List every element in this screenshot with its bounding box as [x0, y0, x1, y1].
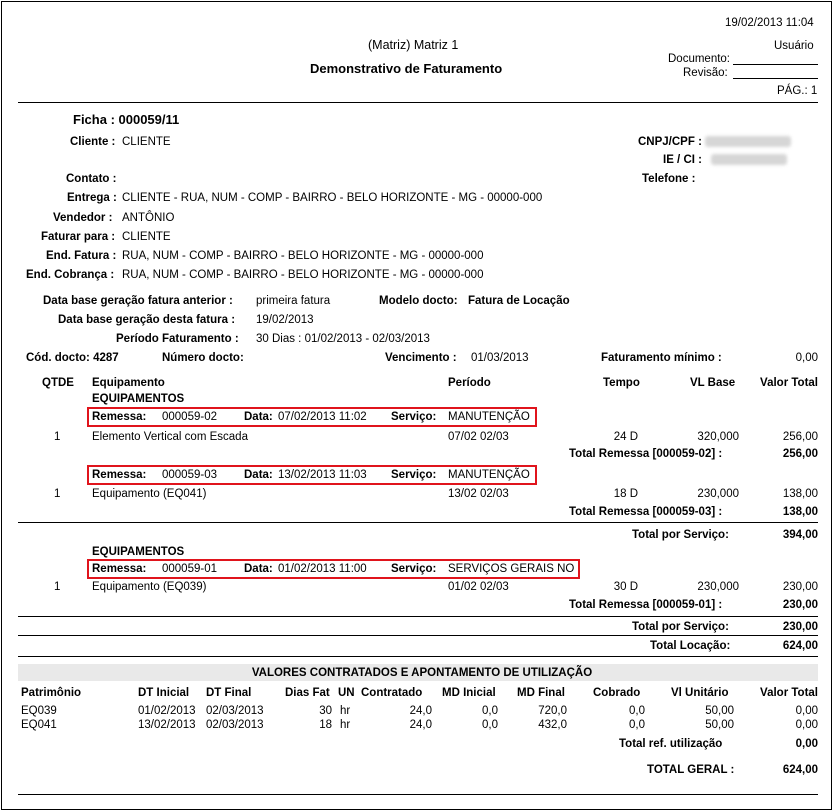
revisao-label: Revisão:: [683, 67, 728, 79]
remessa-data: 07/02/2013 11:02: [278, 411, 367, 423]
ut-dt-inicial: 13/02/2013: [138, 719, 196, 731]
item-valor-total: 230,00: [782, 581, 818, 593]
locacao-divider: [18, 635, 818, 636]
item-vl-base: 320,000: [697, 431, 739, 443]
end-cobranca-value: RUA, NUM - COMP - BAIRRO - BELO HORIZONTE - MG - 00000-000: [122, 269, 484, 281]
vendedor-label: Vendedor :: [53, 212, 113, 224]
item-vl-base: 230,000: [697, 581, 739, 593]
total-locacao-label: Total Locação:: [650, 640, 731, 652]
cnpj-label: CNPJ/CPF :: [638, 136, 702, 148]
periodo-fat-label: Período Faturamento :: [116, 333, 239, 345]
item-valor-total: 138,00: [782, 488, 818, 500]
total-utilizacao-label: Total ref. utilização: [619, 738, 723, 750]
servico-total-label: Total por Serviço:: [632, 529, 729, 541]
ut-dt-inicial: 01/02/2013: [138, 705, 196, 717]
telefone-label: Telefone :: [642, 173, 696, 185]
remessa-total: 138,00: [782, 506, 818, 518]
modelo-label: Modelo docto:: [379, 295, 458, 307]
item-valor-total: 256,00: [782, 431, 818, 443]
data-base-ant-label: Data base geração fatura anterior :: [43, 295, 233, 307]
remessa-number: 000059-03: [162, 469, 217, 481]
item-equipamento: Equipamento (EQ041): [92, 488, 207, 500]
vendedor-value: ANTÔNIO: [122, 212, 175, 224]
remessa-servico: SERVIÇOS GERAIS NO: [448, 563, 575, 575]
remessa-servico-label: Serviço:: [391, 563, 437, 575]
end-cobranca-label: End. Cobrança :: [26, 269, 115, 281]
header-divider: [18, 102, 818, 103]
vencimento-value: 01/03/2013: [471, 352, 529, 364]
report-datetime: 19/02/2013 11:04: [725, 17, 814, 29]
ut-col-dt-final: DT Final: [206, 687, 252, 699]
servico-total: 394,00: [782, 529, 818, 541]
cliente-label: Cliente :: [70, 136, 116, 148]
ut-dt-final: 02/03/2013: [206, 705, 264, 717]
revisao-line: [733, 78, 818, 79]
ie-label: IE / CI :: [663, 154, 702, 166]
remessa-total-label: Total Remessa [000059-02] :: [569, 448, 723, 460]
end-fatura-label: End. Fatura :: [46, 250, 117, 262]
contato-label: Contato :: [66, 173, 117, 185]
remessa-number: 000059-02: [162, 411, 217, 423]
remessa-data-label: Data:: [244, 469, 273, 481]
col-qtde: QTDE: [42, 377, 74, 389]
ut-contratado: 24,0: [409, 705, 432, 717]
remessa-servico: MANUTENÇÃO: [448, 411, 530, 423]
remessa-total: 230,00: [782, 599, 818, 611]
data-base-label: Data base geração desta fatura :: [58, 314, 236, 326]
item-qtde: 1: [54, 431, 61, 443]
col-equipamento: Equipamento: [92, 377, 165, 389]
col-vl-base: VL Base: [690, 377, 736, 389]
total-geral: 624,00: [782, 764, 818, 776]
company-name: (Matriz) Matriz 1: [368, 38, 459, 52]
remessa-data: 13/02/2013 11:03: [278, 469, 367, 481]
remessa-data-label: Data:: [244, 563, 273, 575]
servico-divider: [18, 616, 818, 617]
ut-col-md-final: MD Final: [517, 687, 565, 699]
ut-cobrado: 0,0: [629, 705, 645, 717]
ut-vl-unitario: 50,00: [705, 705, 734, 717]
fat-minimo-label: Faturamento mínimo :: [601, 352, 722, 364]
ut-col-contratado: Contratado: [361, 687, 423, 699]
ut-un: hr: [340, 705, 351, 717]
ut-md-final: 432,0: [538, 719, 567, 731]
remessa-data-label: Data:: [244, 411, 273, 423]
end-fatura-value: RUA, NUM - COMP - BAIRRO - BELO HORIZONTE - MG - 00000-000: [122, 250, 484, 262]
numero-docto-label: Número docto:: [162, 352, 244, 364]
item-vl-base: 230,000: [697, 488, 739, 500]
ut-dias-fat: 30: [319, 705, 332, 717]
ut-col-un: UN: [338, 687, 355, 699]
ut-col-cobrado: Cobrado: [593, 687, 641, 699]
page-number: PÁG.: 1: [777, 85, 818, 97]
ut-valor-total: 0,00: [795, 705, 818, 717]
ut-patrimonio: EQ041: [21, 719, 57, 731]
total-utilizacao: 0,00: [795, 738, 818, 750]
ut-md-inicial: 0,0: [482, 705, 498, 717]
report-user: Usuário: [774, 40, 814, 52]
remessa-label: Remessa:: [92, 411, 147, 423]
item-equipamento: Equipamento (EQ039): [92, 581, 207, 593]
data-base-ant-value: primeira fatura: [256, 295, 331, 307]
remessa-number: 000059-01: [162, 563, 217, 575]
servico-total-label: Total por Serviço:: [632, 621, 729, 633]
modelo-value: Fatura de Locação: [468, 295, 570, 307]
ut-col-dias-fat: Dias Fat: [285, 687, 330, 699]
remessa-data: 01/02/2013 11:00: [278, 563, 367, 575]
ie-redacted: [711, 154, 787, 165]
servico-total: 230,00: [782, 621, 818, 633]
group-title: EQUIPAMENTOS: [92, 546, 185, 558]
ut-cobrado: 0,0: [629, 719, 645, 731]
ut-col-patrimonio: Patrimônio: [21, 687, 82, 699]
documento-line: [733, 64, 818, 65]
cnpj-redacted: [705, 136, 791, 147]
report-title: Demonstrativo de Faturamento: [310, 61, 503, 76]
ut-vl-unitario: 50,00: [705, 719, 734, 731]
cod-docto: Cód. docto: 4287: [26, 352, 119, 364]
locacao-bottom-divider: [18, 656, 818, 657]
remessa-total: 256,00: [782, 448, 818, 460]
faturar-value: CLIENTE: [122, 231, 171, 243]
servico-divider: [18, 522, 818, 523]
col-tempo: Tempo: [603, 377, 640, 389]
periodo-fat-value: 30 Dias : 01/02/2013 - 02/03/2013: [256, 333, 430, 345]
ut-un: hr: [340, 719, 351, 731]
ut-patrimonio: EQ039: [21, 705, 57, 717]
entrega-value: CLIENTE - RUA, NUM - COMP - BAIRRO - BELO HORIZONTE - MG - 00000-000: [122, 192, 543, 204]
total-locacao: 624,00: [782, 640, 818, 652]
item-tempo: 18 D: [613, 488, 638, 500]
fat-minimo-value: 0,00: [795, 352, 818, 364]
ut-col-dt-inicial: DT Inicial: [138, 687, 190, 699]
data-base-value: 19/02/2013: [256, 314, 314, 326]
ut-dias-fat: 18: [319, 719, 332, 731]
faturar-label: Faturar para :: [41, 231, 116, 243]
item-tempo: 30 D: [613, 581, 638, 593]
item-periodo: 07/02 02/03: [448, 431, 509, 443]
ut-dt-final: 02/03/2013: [206, 719, 264, 731]
group-title: EQUIPAMENTOS: [92, 393, 185, 405]
ut-col-md-inicial: MD Inicial: [442, 687, 496, 699]
cliente-value: CLIENTE: [122, 136, 171, 148]
remessa-servico-label: Serviço:: [391, 469, 437, 481]
col-periodo: Período: [448, 377, 491, 389]
item-tempo: 24 D: [613, 431, 638, 443]
item-qtde: 1: [54, 581, 61, 593]
item-periodo: 01/02 02/03: [448, 581, 509, 593]
remessa-label: Remessa:: [92, 469, 147, 481]
col-valor-total: Valor Total: [760, 377, 818, 389]
footer-divider: [18, 794, 818, 795]
ut-md-inicial: 0,0: [482, 719, 498, 731]
ut-col-valor-total: Valor Total: [760, 687, 818, 699]
remessa-servico: MANUTENÇÃO: [448, 469, 530, 481]
report-page: [1, 1, 832, 810]
item-equipamento: Elemento Vertical com Escada: [92, 431, 248, 443]
total-geral-label: TOTAL GERAL :: [647, 764, 735, 776]
documento-label: Documento:: [668, 53, 731, 65]
item-periodo: 13/02 02/03: [448, 488, 509, 500]
remessa-label: Remessa:: [92, 563, 147, 575]
ut-contratado: 24,0: [409, 719, 432, 731]
utilizacao-title: VALORES CONTRATADOS E APONTAMENTO DE UTILIZAÇÃO: [251, 667, 593, 679]
ut-col-vl-unitario: Vl Unitário: [671, 687, 729, 699]
remessa-total-label: Total Remessa [000059-01] :: [569, 599, 723, 611]
remessa-servico-label: Serviço:: [391, 411, 437, 423]
ficha-title: Ficha : 000059/11: [73, 112, 180, 127]
ut-valor-total: 0,00: [795, 719, 818, 731]
vencimento-label: Vencimento :: [385, 352, 457, 364]
item-qtde: 1: [54, 488, 61, 500]
remessa-total-label: Total Remessa [000059-03] :: [569, 506, 723, 518]
entrega-label: Entrega :: [67, 192, 117, 204]
ut-md-final: 720,0: [538, 705, 567, 717]
